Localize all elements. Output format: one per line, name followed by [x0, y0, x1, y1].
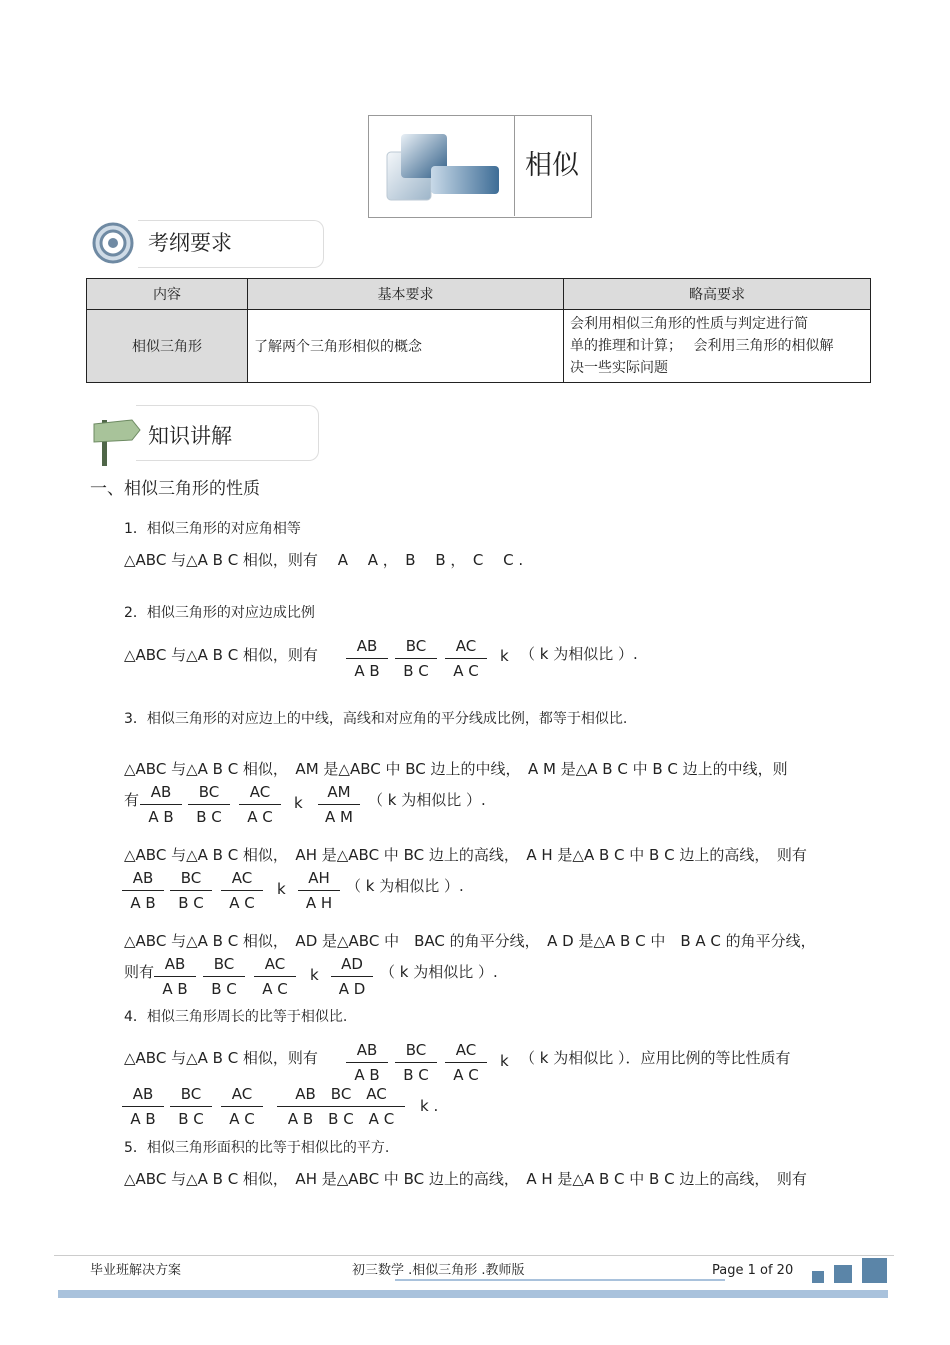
- k-symbol: k: [310, 966, 319, 984]
- property-4-title: 4．相似三角形周长的比等于相似比.: [124, 1009, 348, 1025]
- fraction-ac: $\frac{AC}{\text{A C}}$: [445, 637, 487, 680]
- property-3a-prefix: 有: [124, 791, 140, 809]
- property-3c-suffix: （ k 为相似比 ）.: [380, 963, 498, 981]
- fraction-ab: $\frac{AB}{\text{A B}}$: [122, 869, 164, 912]
- fraction-ac: $\frac{AC}{\text{A C}}$: [445, 1041, 487, 1084]
- fraction-bc: $\frac{BC}{\text{B C}}$: [203, 955, 245, 998]
- fraction-ab: $\frac{AB}{\text{A B}}$: [154, 955, 196, 998]
- table-header-basic: 基本要求: [248, 279, 564, 310]
- table-cell-basic: 了解两个三角形相似的概念: [248, 310, 564, 383]
- advanced-line: 决一些实际问题: [570, 360, 668, 376]
- advanced-line: 单的推理和计算； 会利用三角形的相似解: [570, 338, 834, 354]
- content-heading: 一、相似三角形的性质: [90, 479, 260, 499]
- footer-center: 初三数学 .相似三角形 .教师版: [352, 1263, 525, 1278]
- advanced-line: 会利用相似三角形的性质与判定进行简: [570, 316, 808, 332]
- fraction-ab: $\frac{AB}{\text{A B}}$: [346, 1041, 388, 1084]
- property-4-end: k .: [420, 1097, 439, 1115]
- fraction-bc: $\frac{BC}{\text{B C}}$: [395, 1041, 437, 1084]
- fraction-ab: $\frac{AB}{\text{A B}}$: [140, 783, 182, 826]
- property-3c-line: △ABC 与△A B C 相似， AD 是△ABC 中 BAC 的角平分线， A D 是△A B C 中 B A C 的角平分线，: [124, 932, 816, 950]
- table-cell-topic: 相似三角形: [87, 310, 248, 383]
- property-4-prefix: △ABC 与△A B C 相似，则有: [124, 1049, 318, 1067]
- table-header-content: 内容: [87, 279, 248, 310]
- footer-square-small: [812, 1271, 824, 1283]
- page-title: 相似: [525, 150, 579, 181]
- fraction-ab: $\frac{AB}{\text{A B}}$: [122, 1085, 164, 1128]
- fraction-bc: $\frac{BC}{\text{B C}}$: [170, 869, 212, 912]
- property-3b-suffix: （ k 为相似比 ）.: [346, 877, 464, 895]
- table-header-advanced: 略高要求: [564, 279, 871, 310]
- signpost-icon: [92, 414, 142, 466]
- k-symbol: k: [500, 647, 509, 665]
- fraction-bc: $\frac{BC}{\text{B C}}$: [395, 637, 437, 680]
- footer-divider: [54, 1255, 894, 1256]
- property-3a-suffix: （ k 为相似比 ）.: [368, 791, 486, 809]
- fraction-bc: $\frac{BC}{\text{B C}}$: [188, 783, 230, 826]
- property-5-line: △ABC 与△A B C 相似， AH 是△ABC 中 BC 边上的高线， A H 是△A B C 中 B C 边上的高线， 则有: [124, 1170, 807, 1188]
- fraction-ac: $\frac{AC}{\text{A C}}$: [239, 783, 281, 826]
- fraction-ac: $\frac{AC}{\text{A C}}$: [221, 869, 263, 912]
- property-4-suffix: （ k 为相似比 ）．应用比例的等比性质有: [520, 1049, 791, 1067]
- property-2-title: 2．相似三角形的对应边成比例: [124, 605, 315, 621]
- section-title-knowledge: 知识讲解: [148, 424, 232, 448]
- property-1-title: 1．相似三角形的对应角相等: [124, 521, 301, 537]
- property-1-line: △ABC 与△A B C 相似，则有 A A ， B B ， C C .: [124, 551, 524, 569]
- footer-square-medium: [834, 1265, 852, 1283]
- k-symbol: k: [500, 1052, 509, 1070]
- title-divider: [514, 116, 515, 216]
- target-icon: [92, 222, 134, 264]
- section-title-syllabus: 考纲要求: [148, 231, 232, 255]
- footer-square-large: [862, 1258, 887, 1283]
- footer-bar: [58, 1290, 888, 1298]
- k-symbol: k: [294, 794, 303, 812]
- table-cell-advanced: [564, 310, 871, 383]
- fraction-sum: $\frac{\text{AB BC AC}}{\text{A B B C A C}}$: [277, 1085, 405, 1128]
- property-2-prefix: △ABC 与△A B C 相似，则有: [124, 646, 318, 664]
- property-2-suffix: （ k 为相似比 ）.: [520, 645, 638, 663]
- footer-accent-line: [395, 1279, 725, 1281]
- fraction-ah: $\frac{AH}{\text{A H}}$: [298, 869, 340, 912]
- title-logo-icon: [385, 132, 501, 202]
- page-number: Page 1 of 20: [712, 1263, 794, 1278]
- fraction-ac: $\frac{AC}{\text{A C}}$: [221, 1085, 263, 1128]
- fraction-am: $\frac{AM}{\text{A M}}$: [318, 783, 360, 826]
- property-3b-line: △ABC 与△A B C 相似， AH 是△ABC 中 BC 边上的高线， A H 是△A B C 中 B C 边上的高线， 则有: [124, 846, 807, 864]
- requirements-table: [86, 278, 871, 383]
- fraction-ab: $\frac{AB}{\text{A B}}$: [346, 637, 388, 680]
- fraction-ac: $\frac{AC}{\text{A C}}$: [254, 955, 296, 998]
- property-3a-line: △ABC 与△A B C 相似， AM 是△ABC 中 BC 边上的中线， A M 是△A B C 中 B C 边上的中线，则: [124, 760, 788, 778]
- footer-left: 毕业班解决方案: [90, 1263, 182, 1278]
- k-symbol: k: [277, 880, 286, 898]
- property-5-title: 5．相似三角形面积的比等于相似比的平方.: [124, 1140, 390, 1156]
- fraction-ad: $\frac{AD}{\text{A D}}$: [331, 955, 373, 998]
- fraction-bc: $\frac{BC}{\text{B C}}$: [170, 1085, 212, 1128]
- property-3c-prefix: 则有: [124, 963, 155, 981]
- property-3-title: 3．相似三角形的对应边上的中线，高线和对应角的平分线成比例，都等于相似比.: [124, 711, 628, 727]
